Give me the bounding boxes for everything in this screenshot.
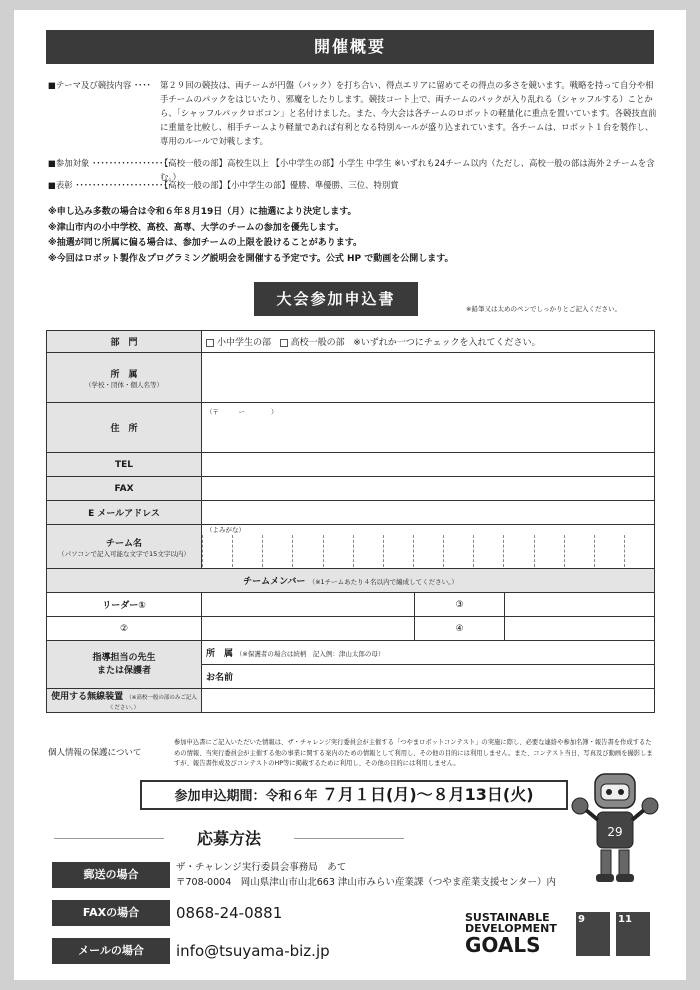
fax-method-label: FAXの場合 xyxy=(52,900,170,926)
form-title: 大会参加申込書 xyxy=(254,282,418,316)
overview-row-theme xyxy=(48,78,668,146)
sdgs-line3: GOALS xyxy=(465,933,541,957)
member4-label: ④ xyxy=(415,617,505,641)
overview-value: 【高校一般の部】【小中学生の部】優勝、準優勝、三位、特別賞 xyxy=(160,180,399,190)
period-dates: ７月１日(月)～８月13日(火) xyxy=(322,785,534,804)
leader-label: リーダー① xyxy=(47,593,202,617)
email-label: E メールアドレス xyxy=(47,501,202,525)
sdgs-line2: DEVELOPMENT xyxy=(465,922,557,935)
team-cells xyxy=(202,535,654,567)
team-field[interactable] xyxy=(202,525,655,569)
overview-value: 【高校一般の部】高校生以上 【小中学生の部】小学生 中学生 ※いずれも24チーム以内（ただし、高校一般の部は海外２チームを含む。） xyxy=(160,158,655,182)
teacher-name-field[interactable] xyxy=(202,665,655,689)
privacy-text: 参加申込書にご記入いただいた情報は、ザ・チャレンジ実行委員会が主催する「つやまロボットコンテスト」の実施に際し、必要な連絡や参加名簿・報告書を作成するための情報、当実行委員会が主催する他の事業に関する案内のための情報として利用し、その他の目的には利用しません。また、コンテスト当日、写真及び動画を撮影しますが、報告書作成及びコンテストのHP等に掲載するために利用し、その他の目的には利用しません。 xyxy=(174,739,653,767)
member2-field[interactable] xyxy=(202,617,415,641)
fax-number: 0868-24-0881 xyxy=(176,904,283,922)
period-label: 参加申込期間：令和６年 xyxy=(174,789,318,804)
members-label: チームメンバー xyxy=(243,577,306,587)
furigana: （よみがな） xyxy=(206,526,245,534)
notes xyxy=(48,205,454,267)
affiliation-label: 所 属 xyxy=(110,369,138,380)
radio-field[interactable] xyxy=(202,689,655,713)
fax-label: FAX xyxy=(47,477,202,501)
tel-label: TEL xyxy=(47,453,202,477)
svg-text:29: 29 xyxy=(607,825,623,839)
member3-field[interactable] xyxy=(505,593,655,617)
note: ※抽選が同じ所属に偏る場合は、参加チームの上限を設けることがあります。 xyxy=(48,238,363,248)
member4-field[interactable] xyxy=(505,617,655,641)
sdg-tile-11-number: 11 xyxy=(618,914,632,925)
member3-label: ③ xyxy=(415,593,505,617)
checkbox-junior[interactable] xyxy=(206,339,214,347)
email-address-link[interactable]: info@tsuyama-biz.jp xyxy=(176,942,330,960)
members-note: （※1チームあたり４名以内で編成してください。） xyxy=(308,578,458,586)
application-page xyxy=(14,10,686,980)
note: ※申し込み多数の場合は令和６年８月19日（月）に抽選により決定します。 xyxy=(48,207,357,217)
email-method-label: メールの場合 xyxy=(52,938,170,964)
email-field[interactable] xyxy=(202,501,655,525)
radio-label-cell xyxy=(47,689,202,713)
sdg-tile-9 xyxy=(576,912,610,956)
affiliation-label-cell xyxy=(47,353,202,403)
team-label: チーム名 xyxy=(105,538,142,549)
overview-value: 第２９回の競技は、両チームが円盤（パック）を打ち合い、得点エリアに留めてその得点の多さを競います。戦略を持って自分や相手チームのパックをはじいたり、邪魔をしたりします。競技コート上で、両チームのパックが入り乱れる（シャッフルする）ことから、「シャッフルパックロボコン」と名付けました。また、今大会は各チームのロボットの軽量化に重点を置いています。各競技直前に重量を比較し、相手チームより軽量であれば有利となる特別ルールが盛り込まれています。各チームは、ロボット１台を製作し、専用のルールで対戦します。 xyxy=(160,80,657,146)
radio-note: （※高校一般の部のみご記入ください。） xyxy=(108,695,197,711)
leader-field[interactable] xyxy=(202,593,415,617)
division-opt2: 高校一般の部 xyxy=(290,338,345,348)
division-field xyxy=(202,331,655,353)
privacy-label: 個人情報の保護について xyxy=(48,748,142,758)
overview-key: ■テーマ及び競技内容 ････ xyxy=(48,80,151,90)
sdg-tile-9-number: 9 xyxy=(578,914,585,925)
mail-value xyxy=(176,860,556,890)
team-label-cell xyxy=(47,525,202,569)
sdgs-line1: SUSTAINABLE xyxy=(465,911,550,924)
overview-key: ■表彰 ･･･････････････････････ xyxy=(48,180,172,190)
overview-row-award xyxy=(48,178,668,192)
overview-row-target xyxy=(48,156,668,182)
radio-label: 使用する無線装置 xyxy=(51,692,124,702)
teacher-name: お名前 xyxy=(206,673,234,683)
team-sub: （パソコンで記入可能な文字で15文字以内） xyxy=(58,549,190,558)
note: ※今回はロボット製作＆プログラミング説明会を開催する予定です。公式 HP で動画を公開します。 xyxy=(48,253,454,264)
overview-key: ■参加対象 ･･･････････････････ xyxy=(48,158,172,168)
affiliation-field[interactable] xyxy=(202,353,655,403)
note: ※津山市内の小中学校、高校、高専、大学のチームの参加を優先します。 xyxy=(48,222,345,233)
member2-label: ② xyxy=(47,617,202,641)
address-field[interactable] xyxy=(202,403,655,453)
checkbox-high[interactable] xyxy=(280,339,288,347)
fax-field[interactable] xyxy=(202,477,655,501)
form-hint: ※鉛筆又は太めのペンでしっかりとご記入ください。 xyxy=(466,305,621,313)
teacher-aff-field[interactable] xyxy=(202,641,655,665)
mail-line1: ザ・チャレンジ実行委員会事務局 あて xyxy=(176,862,347,873)
teacher-aff-note: （※保護者の場合は続柄 記入例：津山太郎の母） xyxy=(235,650,385,658)
division-note: ※いずれか一つにチェックを入れてください。 xyxy=(353,338,541,348)
teacher-aff: 所 属 xyxy=(206,649,234,659)
robot-mascot-image xyxy=(570,768,660,888)
sdg-tile-11 xyxy=(616,912,650,956)
division-opt1: 小中学生の部 xyxy=(217,338,272,348)
address-postal: （〒 ー ） xyxy=(206,408,278,416)
members-header xyxy=(47,569,655,593)
application-form xyxy=(46,330,655,713)
address-label: 住 所 xyxy=(47,403,202,453)
application-period xyxy=(140,780,568,810)
mail-label: 郵送の場合 xyxy=(52,862,170,888)
method-title: 応募方法 xyxy=(54,826,404,852)
overview-title: 開催概要 xyxy=(46,30,654,64)
division-label: 部 門 xyxy=(47,331,202,353)
affiliation-sub: （学校・団体・個人名等） xyxy=(85,380,163,389)
teacher-label: 指導担当の先生 または保護者 xyxy=(47,641,202,689)
sdgs-logo xyxy=(465,912,557,956)
tel-field[interactable] xyxy=(202,453,655,477)
mail-line2: 〒708-0004 岡山県津山市山北663 津山市みらい産業課（つやま産業支援センター）内 xyxy=(176,877,557,888)
